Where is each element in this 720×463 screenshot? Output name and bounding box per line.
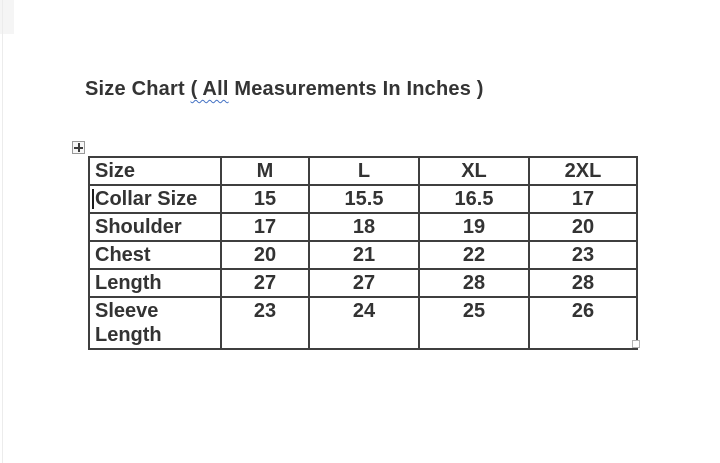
cell-collar-l[interactable]: 15.5 <box>309 185 419 213</box>
cell-length-l[interactable]: 27 <box>309 269 419 297</box>
title-text-pre: Size Chart <box>85 78 191 100</box>
column-header-2xl[interactable]: 2XL <box>529 157 637 185</box>
cell-length-m[interactable]: 27 <box>221 269 309 297</box>
cell-collar-m[interactable]: 15 <box>221 185 309 213</box>
table-header-row <box>89 157 637 185</box>
column-header-xl[interactable]: XL <box>419 157 529 185</box>
row-label-length[interactable]: Length <box>89 269 221 297</box>
cell-collar-2xl[interactable]: 17 <box>529 185 637 213</box>
cell-collar-xl[interactable]: 16.5 <box>419 185 529 213</box>
cell-sleeve-m[interactable]: 23 <box>221 297 309 349</box>
row-label-chest[interactable]: Chest <box>89 241 221 269</box>
cell-chest-2xl[interactable]: 23 <box>529 241 637 269</box>
column-header-m[interactable]: M <box>221 157 309 185</box>
table-row-shoulder <box>89 213 637 241</box>
cell-sleeve-2xl[interactable]: 26 <box>529 297 637 349</box>
cell-chest-xl[interactable]: 22 <box>419 241 529 269</box>
cell-chest-m[interactable]: 20 <box>221 241 309 269</box>
cell-sleeve-l[interactable]: 24 <box>309 297 419 349</box>
move-cross-vertical <box>78 143 80 152</box>
table-row-length <box>89 269 637 297</box>
row-label-sleeve-length[interactable]: Sleeve Length <box>89 297 221 349</box>
size-chart-table <box>88 156 638 350</box>
column-header-l[interactable]: L <box>309 157 419 185</box>
column-header-size[interactable]: Size <box>89 157 221 185</box>
page-edge-line <box>2 0 3 463</box>
row-label-collar-size[interactable] <box>89 185 221 213</box>
cell-length-xl[interactable]: 28 <box>419 269 529 297</box>
table-row-collar-size <box>89 185 637 213</box>
table-resize-handle-icon[interactable] <box>632 340 640 348</box>
table-row-sleeve-length <box>89 297 637 349</box>
title-text-post: Measurements In Inches ) <box>228 78 484 100</box>
page-title[interactable] <box>85 78 484 101</box>
cell-shoulder-m[interactable]: 17 <box>221 213 309 241</box>
cell-shoulder-2xl[interactable]: 20 <box>529 213 637 241</box>
cell-shoulder-l[interactable]: 18 <box>309 213 419 241</box>
cell-sleeve-xl[interactable]: 25 <box>419 297 529 349</box>
row-label-shoulder[interactable]: Shoulder <box>89 213 221 241</box>
table-row-chest <box>89 241 637 269</box>
cell-length-2xl[interactable]: 28 <box>529 269 637 297</box>
cell-chest-l[interactable]: 21 <box>309 241 419 269</box>
text-caret <box>92 189 94 209</box>
table-move-handle-icon[interactable] <box>72 141 85 154</box>
cell-shoulder-xl[interactable]: 19 <box>419 213 529 241</box>
title-grammar-squiggle: ( All <box>190 78 229 100</box>
row-label-text: Collar Size <box>95 188 198 210</box>
